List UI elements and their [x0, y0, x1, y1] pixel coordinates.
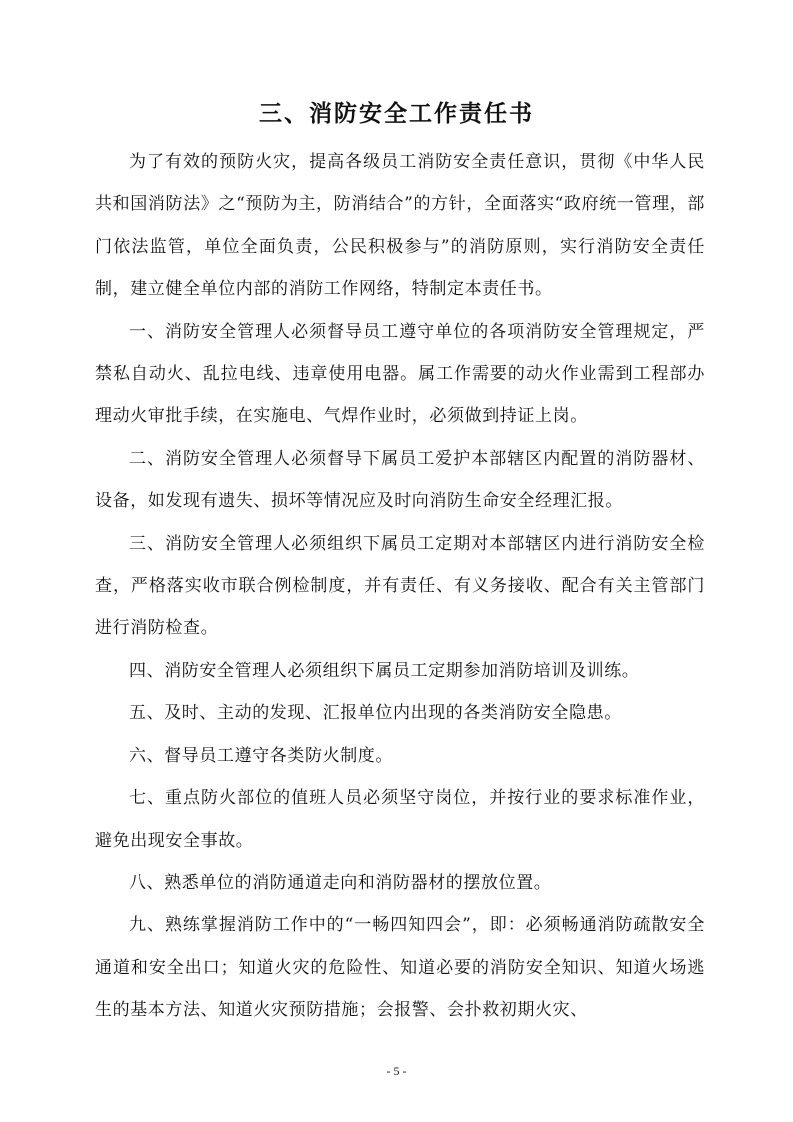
document-body: [95, 141, 705, 1032]
clause-3: 三、消防安全管理人必须组织下属员工定期对本部辖区内进行消防安全检查，严格落实收市联合例检制度，并有责任、有义务接收、配合有关主管部门进行消防检查。: [95, 533, 705, 639]
clause-4: 四、消防安全管理人必须组织下属员工定期参加消防培训及训练。: [129, 660, 640, 681]
clause-2: 二、消防安全管理人必须督导下属员工爱护本部辖区内配置的消防器材、设备，如发现有遗失、损坏等情况应及时向消防生命安全经理汇报。: [95, 448, 705, 512]
clause-8: 八、熟悉单位的消防通道走向和消防器材的摆放位置。: [129, 872, 552, 893]
page-title: 三、消防安全工作责任书: [259, 100, 534, 127]
clause-6: 六、督导员工遵守各类防火制度。: [129, 745, 393, 766]
clause-9: 九、熟练掌握消防工作中的“一畅四知四会”，即：必须畅通消防疏散安全通道和安全出口；知道火灾的危险性、知道必要的消防安全知识、知道火场逃生的基本方法、知道火灾预防措施；会报警、会扑救初期火灾、: [95, 915, 705, 1021]
clause-1: 一、消防安全管理人必须督导员工遵守单位的各项消防安全管理规定，严禁私自动火、乱拉电线、违章使用电器。属工作需要的动火作业需到工程部办理动火审批手续，在实施电、气焊作业时，必须做到持证上岗。: [95, 321, 705, 427]
page-number: - 5 -: [386, 1064, 407, 1078]
clause-5: 五、及时、主动的发现、汇报单位内出现的各类消防安全隐患。: [129, 703, 622, 724]
clause-7: 七、重点防火部位的值班人员必须坚守岗位，并按行业的要求标准作业，避免出现安全事故。: [95, 788, 705, 851]
intro-paragraph: 为了有效的预防火灾，提高各级员工消防安全责任意识，贯彻《中华人民共和国消防法》之“预防为主，防消结合”的方针，全面落实“政府统一管理，部门依法监管，单位全面负责，公民积极参与”的消防原则，实行消防安全责任制，建立健全单位内部的消防工作网络，特制定本责任书。: [95, 152, 705, 300]
